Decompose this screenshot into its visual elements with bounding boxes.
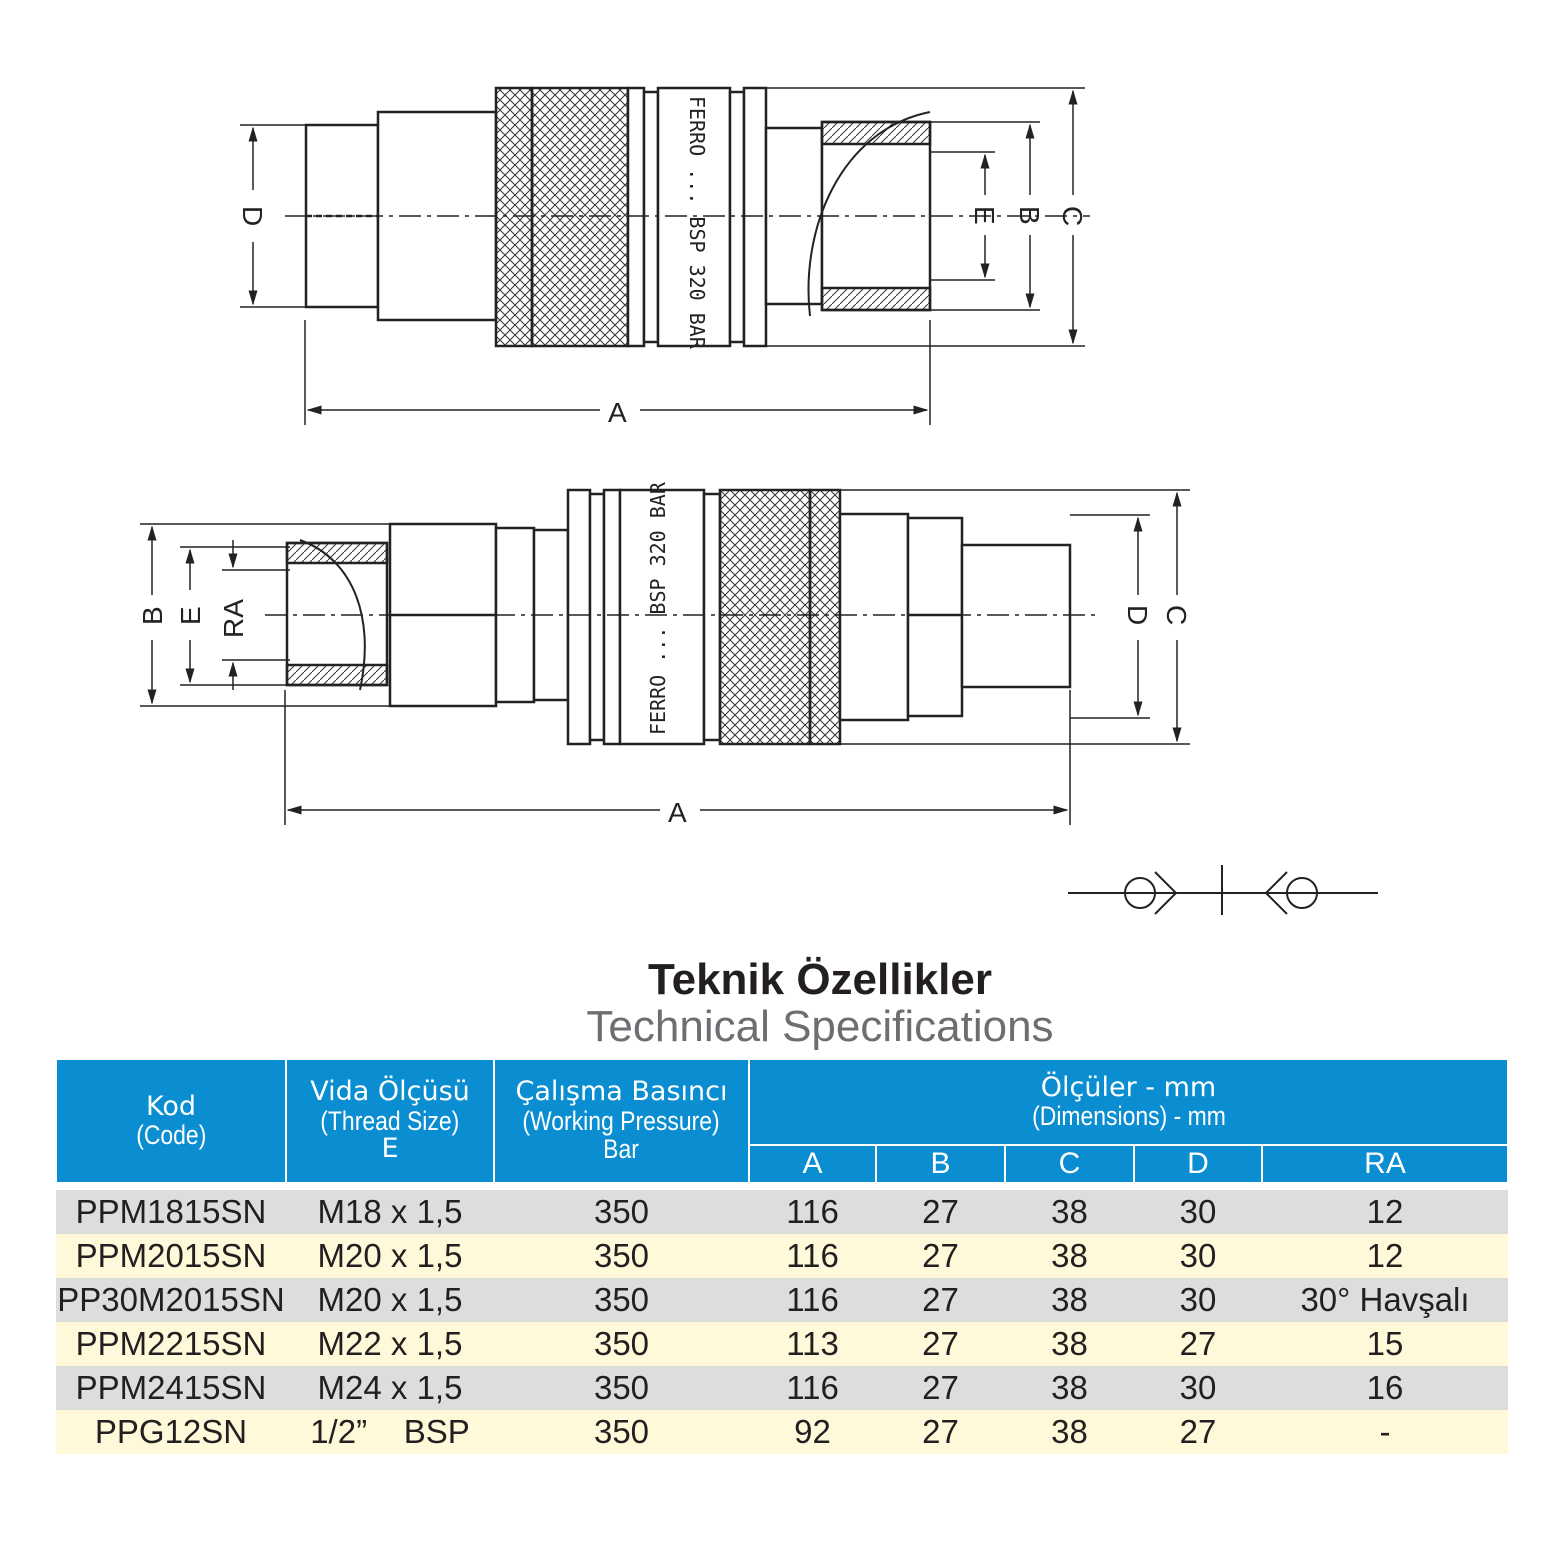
- top-coupler: [306, 88, 930, 346]
- bottom-dim-a: A: [668, 797, 687, 828]
- cell-c: 38: [1005, 1366, 1134, 1410]
- header-c: C: [1005, 1145, 1134, 1183]
- cell-code: PPM1815SN: [56, 1190, 286, 1234]
- cell-pressure: 350: [494, 1410, 749, 1454]
- heading-tr: Teknik Özellikler: [647, 955, 992, 1004]
- cell-pressure: 350: [494, 1234, 749, 1278]
- cell-d: 30: [1134, 1190, 1262, 1234]
- bottom-dim-d: D: [1122, 605, 1153, 626]
- cell-b: 27: [876, 1322, 1005, 1366]
- cell-thread: M22 x 1,5: [286, 1322, 494, 1366]
- top-dim-b: B: [1014, 206, 1045, 225]
- cell-thread: M20 x 1,5: [286, 1278, 494, 1322]
- cell-a: 92: [749, 1410, 876, 1454]
- cell-ra: 30° Havşalı: [1262, 1278, 1508, 1322]
- bottom-coupler: [287, 490, 1070, 744]
- cell-b: 27: [876, 1234, 1005, 1278]
- cell-pressure: 350: [494, 1322, 749, 1366]
- top-dim-e: E: [969, 206, 1000, 225]
- cell-ra: 12: [1262, 1190, 1508, 1234]
- cell-code: PP30M2015SN: [56, 1278, 286, 1322]
- cell-pressure: 350: [494, 1366, 749, 1410]
- spec-table: [55, 1058, 1509, 1454]
- cell-ra: 12: [1262, 1234, 1508, 1278]
- top-dim-c: C: [1057, 206, 1088, 227]
- header-d: D: [1134, 1145, 1262, 1183]
- cell-c: 38: [1005, 1190, 1134, 1234]
- header-pressure: Çalışma Basıncı (Working Pressure) Bar: [494, 1059, 749, 1183]
- header-thread: Vida Ölçüsü (Thread Size) E: [286, 1059, 494, 1183]
- cell-code: PPG12SN: [56, 1410, 286, 1454]
- cell-pressure: 350: [494, 1190, 749, 1234]
- top-label: FERRO ... BSP 320 BAR: [685, 96, 709, 349]
- cell-c: 38: [1005, 1278, 1134, 1322]
- coupling-symbol-icon: [1068, 865, 1378, 915]
- cell-a: 113: [749, 1322, 876, 1366]
- cell-b: 27: [876, 1366, 1005, 1410]
- bottom-dim-b: B: [137, 606, 168, 625]
- cell-thread: M24 x 1,5: [286, 1366, 494, 1410]
- bottom-dim-ra: RA: [218, 599, 249, 638]
- cell-d: 30: [1134, 1234, 1262, 1278]
- cell-code: PPM2015SN: [56, 1234, 286, 1278]
- cell-c: 38: [1005, 1322, 1134, 1366]
- cell-d: 27: [1134, 1410, 1262, 1454]
- cell-b: 27: [876, 1410, 1005, 1454]
- cell-a: 116: [749, 1366, 876, 1410]
- table-row: [56, 1410, 1508, 1454]
- header-dimensions: Ölçüler - mm (Dimensions) - mm: [749, 1059, 1508, 1145]
- cell-c: 38: [1005, 1234, 1134, 1278]
- cell-a: 116: [749, 1190, 876, 1234]
- cell-code: PPM2215SN: [56, 1322, 286, 1366]
- cell-a: 116: [749, 1278, 876, 1322]
- cell-d: 30: [1134, 1278, 1262, 1322]
- table-row: [56, 1366, 1508, 1410]
- top-dim-a: A: [608, 397, 627, 428]
- table-row: [56, 1278, 1508, 1322]
- bottom-dim-c: C: [1161, 605, 1192, 626]
- cell-a: 116: [749, 1234, 876, 1278]
- cell-d: 30: [1134, 1366, 1262, 1410]
- heading-en: Technical Specifications: [586, 1002, 1054, 1051]
- table-row: [56, 1322, 1508, 1366]
- cell-thread: 1/2” BSP: [286, 1410, 494, 1454]
- bottom-label: FERRO ... BSP 320 BAR: [646, 482, 670, 735]
- cell-b: 27: [876, 1278, 1005, 1322]
- cell-d: 27: [1134, 1322, 1262, 1366]
- cell-c: 38: [1005, 1410, 1134, 1454]
- header-b: B: [876, 1145, 1005, 1183]
- header-ra: RA: [1262, 1145, 1508, 1183]
- cell-code: PPM2415SN: [56, 1366, 286, 1410]
- bottom-dim-e: E: [175, 606, 206, 625]
- cell-ra: 15: [1262, 1322, 1508, 1366]
- cell-ra: -: [1262, 1410, 1508, 1454]
- top-dim-d: D: [237, 206, 268, 227]
- cell-thread: M20 x 1,5: [286, 1234, 494, 1278]
- header-code: Kod (Code): [56, 1059, 286, 1183]
- table-row: [56, 1234, 1508, 1278]
- cell-pressure: 350: [494, 1278, 749, 1322]
- cell-ra: 16: [1262, 1366, 1508, 1410]
- header-a: A: [749, 1145, 876, 1183]
- cell-b: 27: [876, 1190, 1005, 1234]
- table-row: [56, 1190, 1508, 1234]
- cell-thread: M18 x 1,5: [286, 1190, 494, 1234]
